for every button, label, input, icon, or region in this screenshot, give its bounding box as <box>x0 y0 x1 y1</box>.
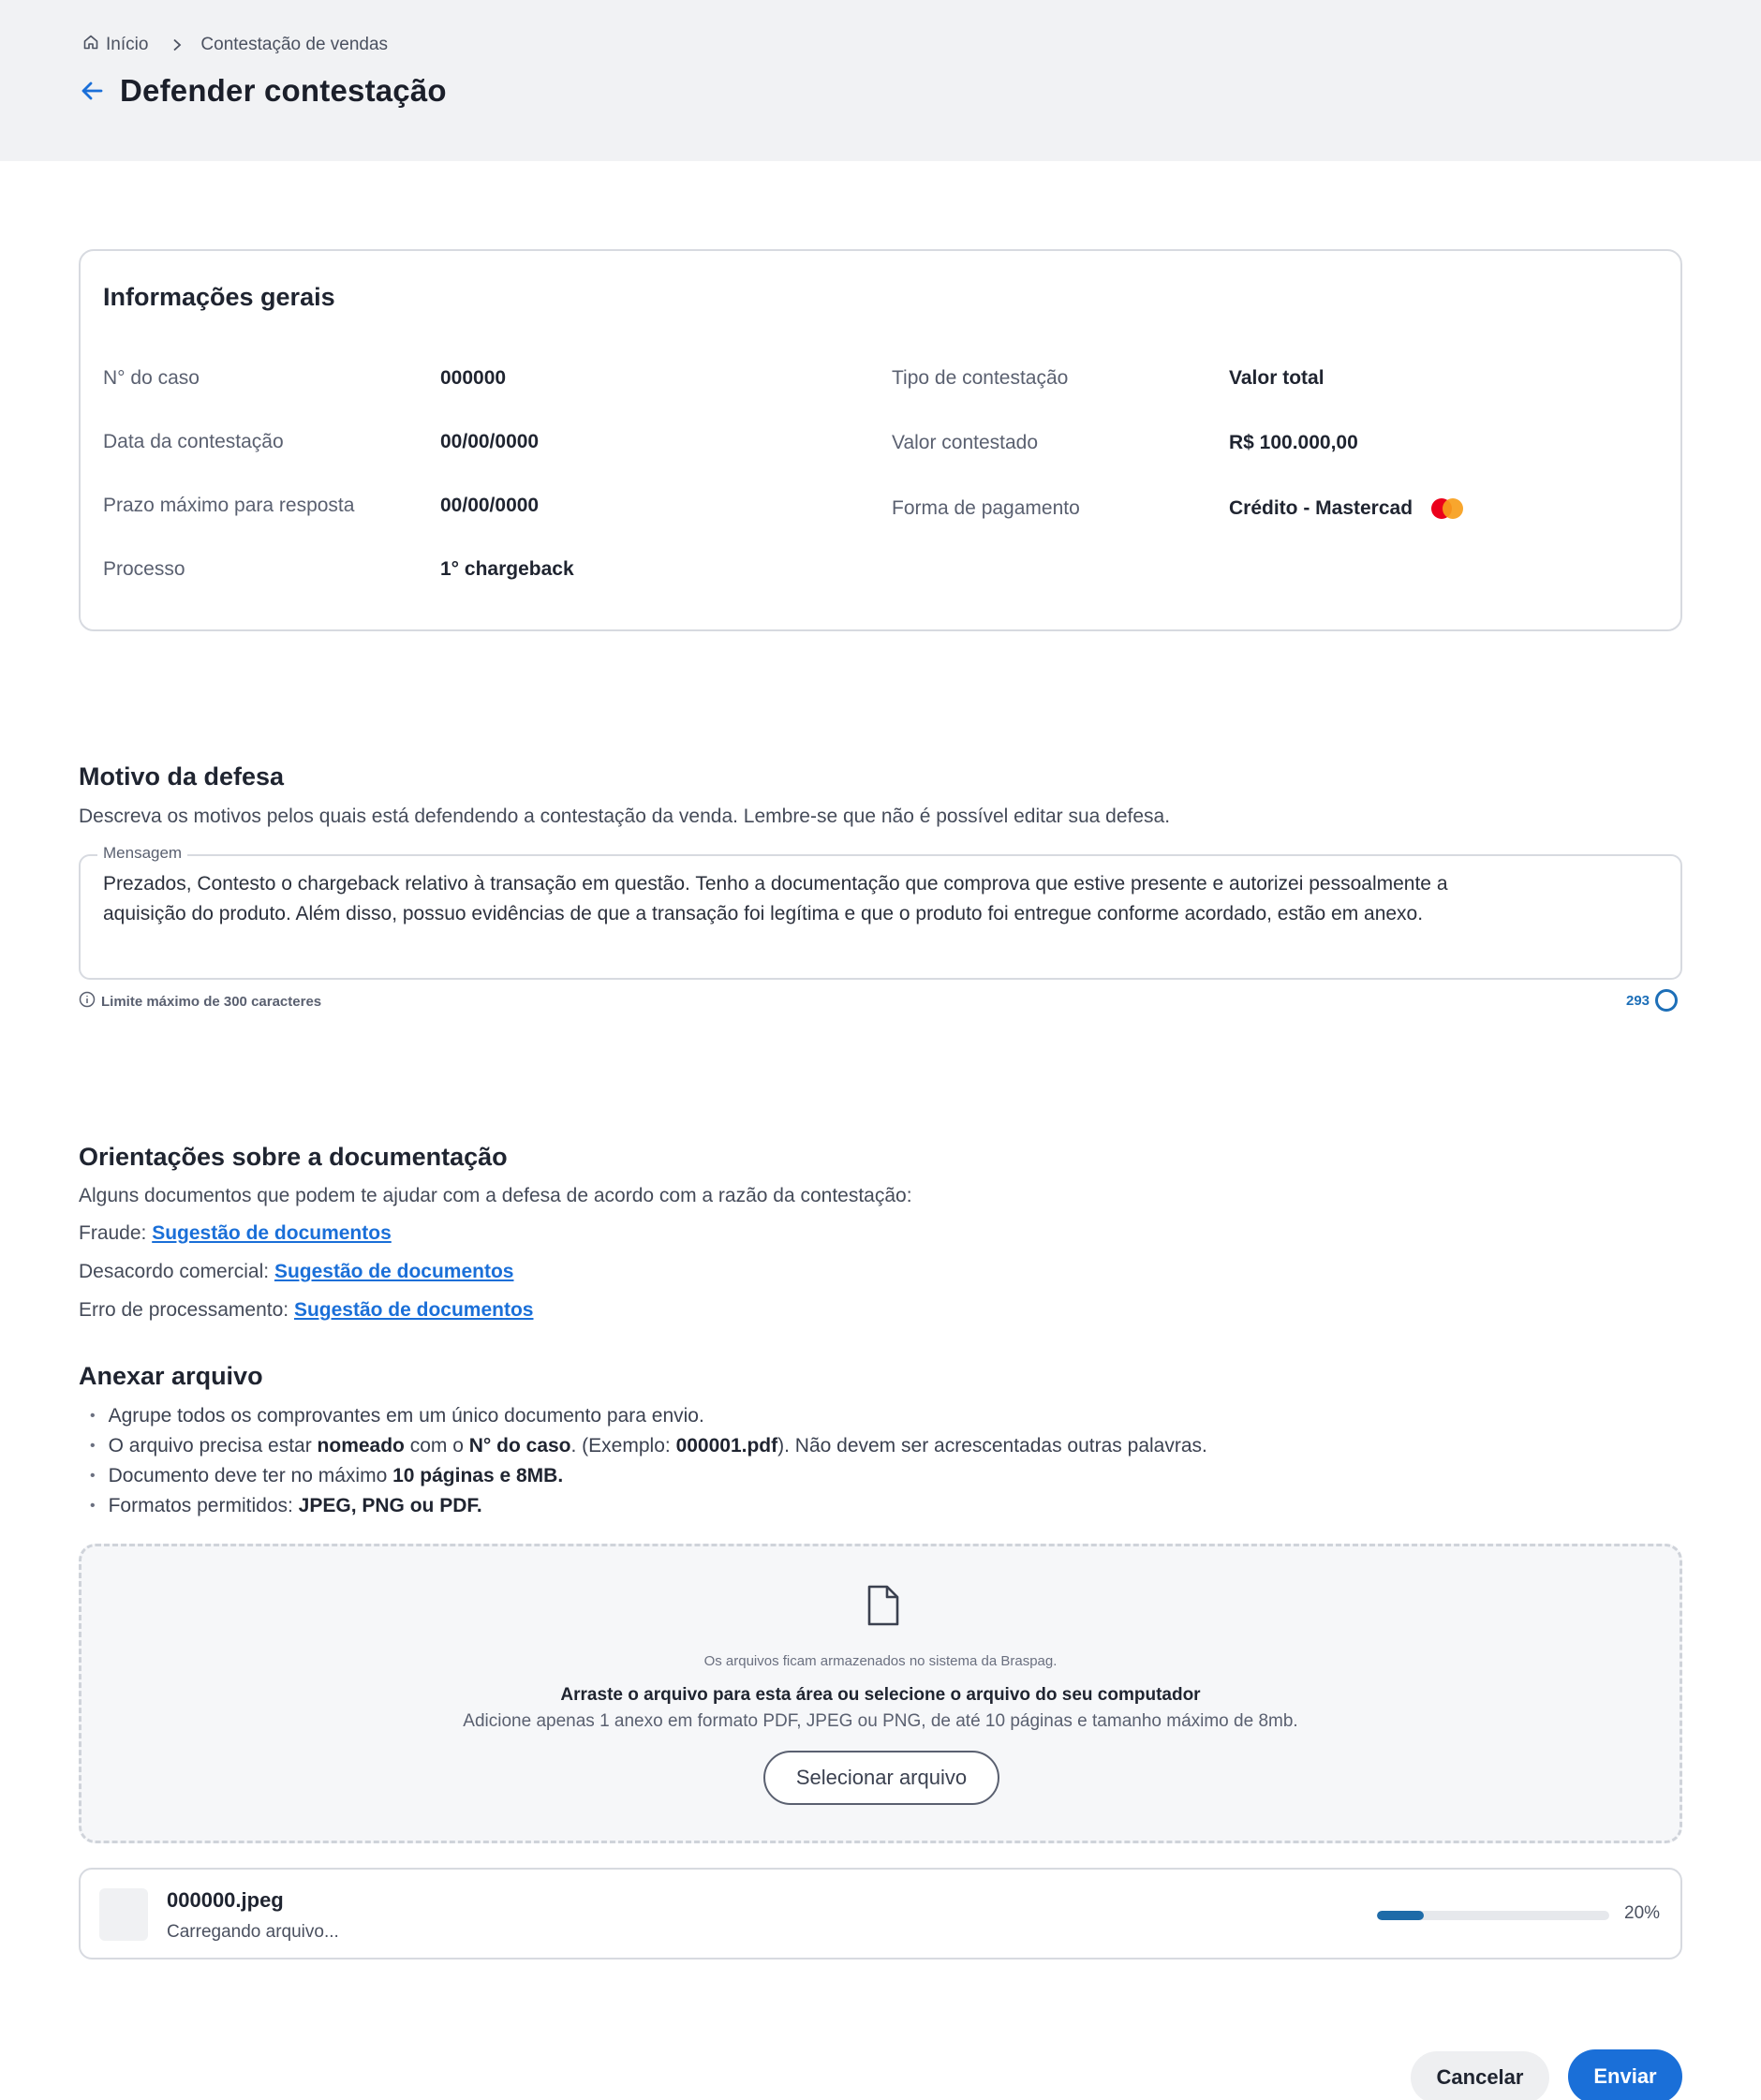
list-item: • Formatos permitidos: JPEG, PNG ou PDF. <box>90 1491 1207 1521</box>
file-thumbnail <box>99 1888 148 1941</box>
storage-note: Os arquivos ficam armazenados no sistema da Braspag. <box>703 1653 1058 1669</box>
info-icon <box>79 991 96 1012</box>
defense-message-text[interactable] <box>103 869 1658 929</box>
payment-method-value <box>1229 497 1463 520</box>
process-value: 1° chargeback <box>440 558 574 580</box>
list-item: • Documento deve ter no máximo 10 páginas e 8MB. <box>90 1461 1207 1491</box>
attach-rules-list <box>90 1401 1207 1521</box>
page-title: Defender contestação <box>120 73 447 108</box>
deadline-value: 00/00/0000 <box>440 495 540 516</box>
guidelines-intro: Alguns documentos que podem te ajudar com a defesa de acordo com a razão da contestação: <box>79 1185 912 1206</box>
mastercard-icon <box>1431 498 1463 519</box>
dispute-date-label: Data da contestação <box>103 431 284 452</box>
disputed-amount-label: Valor contestado <box>892 432 1039 453</box>
guidelines-title: Orientações sobre a documentação <box>79 1143 508 1171</box>
back-arrow-icon[interactable] <box>79 78 105 104</box>
case-number-label: N° do caso <box>103 367 200 389</box>
breadcrumb-home-label: Início <box>106 35 149 54</box>
file-dropzone[interactable] <box>79 1544 1682 1843</box>
char-counter <box>1626 989 1678 1012</box>
home-icon <box>82 34 99 56</box>
disputed-amount-value: R$ 100.000,00 <box>1229 432 1358 453</box>
general-info-title: Informações gerais <box>103 283 335 311</box>
char-count: 293 <box>1626 992 1650 1009</box>
select-file-button[interactable]: Selecionar arquivo <box>763 1751 999 1805</box>
processing-docs-link[interactable]: Sugestão de documentos <box>293 1299 534 1321</box>
payment-method-text: Crédito - Mastercad <box>1229 497 1413 519</box>
payment-method-label: Forma de pagamento <box>892 497 1080 519</box>
message-line: aquisição do produto. Além disso, possuo evidências de que a transação foi legítima e que o produto foi entregue conforme acordado, estão em anexo. <box>103 903 1424 924</box>
upload-progress-bar <box>1377 1911 1609 1920</box>
message-line: Prezados, Contesto o chargeback relativo à transação em questão. Tenho a documentação que comprova que estive presente e autorizei pessoalmente a <box>103 873 1448 895</box>
guideline-fraud <box>79 1222 392 1245</box>
send-button[interactable]: Enviar <box>1568 2049 1682 2100</box>
general-info-card <box>79 249 1682 631</box>
upload-progress-fill <box>1377 1911 1424 1920</box>
breadcrumb-current[interactable]: Contestação de vendas <box>200 35 389 54</box>
case-number-value: 000000 <box>440 367 507 389</box>
dispute-type-label: Tipo de contestação <box>892 367 1069 389</box>
upload-item <box>79 1868 1682 1960</box>
breadcrumb-home[interactable] <box>82 34 148 56</box>
dispute-type-value: Valor total <box>1229 367 1324 389</box>
file-icon <box>865 1584 902 1632</box>
defense-message-label: Mensagem <box>97 844 187 863</box>
cancel-button[interactable]: Cancelar <box>1411 2051 1549 2100</box>
guideline-processing <box>79 1299 534 1322</box>
title-row <box>79 73 447 109</box>
chevron-right-icon <box>172 38 182 52</box>
breadcrumb <box>82 34 388 56</box>
deadline-label: Prazo máximo para resposta <box>103 495 355 516</box>
progress-ring-icon <box>1655 989 1678 1012</box>
dropzone-instruction: Arraste o arquivo para esta área ou selecione o arquivo do seu computador <box>560 1685 1201 1705</box>
process-label: Processo <box>103 558 185 580</box>
char-limit-text: Limite máximo de 300 caracteres <box>101 993 322 1010</box>
defense-title: Motivo da defesa <box>79 762 285 791</box>
list-item: • Agrupe todos os comprovantes em um único documento para envio. <box>90 1401 1207 1431</box>
guideline-processing-label: Erro de processamento: <box>79 1299 289 1321</box>
dropzone-hint: Adicione apenas 1 anexo em formato PDF, JPEG ou PNG, de até 10 páginas e tamanho máximo de 8mb. <box>463 1711 1298 1731</box>
upload-status: Carregando arquivo... <box>167 1922 339 1942</box>
list-item: • O arquivo precisa estar nomeado com o N° do caso. (Exemplo: 000001.pdf). Não devem ser acrescentadas outras palavras. <box>90 1431 1207 1461</box>
defense-description: Descreva os motivos pelos quais está defendendo a contestação da venda. Lembre-se que não é possível editar sua defesa. <box>79 806 1171 827</box>
dispute-date-value: 00/00/0000 <box>440 431 540 452</box>
guideline-commercial <box>79 1261 513 1283</box>
attach-title: Anexar arquivo <box>79 1362 263 1390</box>
upload-progress-label: 20% <box>1624 1903 1661 1923</box>
defense-message-field[interactable] <box>79 844 1682 980</box>
char-limit-note <box>79 991 321 1012</box>
fraud-docs-link[interactable]: Sugestão de documentos <box>152 1222 392 1244</box>
guideline-fraud-label: Fraude: <box>79 1222 147 1244</box>
commercial-docs-link[interactable]: Sugestão de documentos <box>274 1261 514 1282</box>
upload-file-name: 000000.jpeg <box>167 1888 284 1912</box>
page-header <box>0 0 1761 161</box>
guideline-commercial-label: Desacordo comercial: <box>79 1261 270 1282</box>
